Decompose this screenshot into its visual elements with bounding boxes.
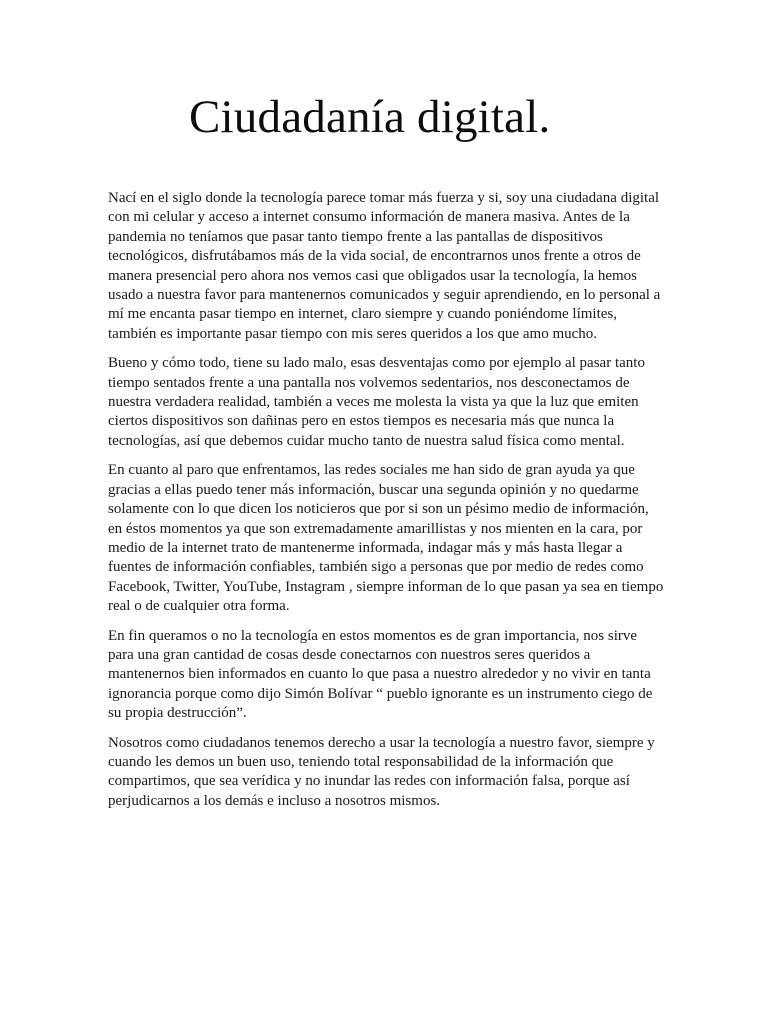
document-body xyxy=(108,189,666,821)
paragraph-3: En cuanto al paro que enfrentamos, las redes sociales me han sido de gran ayuda ya que gracias a ellas puedo tener más información, buscar una segunda opinión y no quedarme solamente con lo que dicen los noticieros que por si son un pésimo medio de información, en éstos momentos ya que son extremadamente amarillistas y nos mienten en la cara, por medio de la internet trato de mantenerme informada, indagar más y más hasta llegar a fuentes de información confiables, también sigo a personas que por medio de redes como Facebook, Twitter, YouTube, Instagram , siempre informan de lo que pasan ya sea en tiempo real o de cualquier otra forma. xyxy=(108,462,664,615)
paragraph-2: Bueno y cómo todo, tiene su lado malo, esas desventajas como por ejemplo al pasar tanto tiempo sentados frente a una pantalla nos volvemos sedentarios, nos desconectamos de nuestra verdadera realidad, también a veces me molesta la vista ya que la luz que emiten ciertos dispositivos son dañinas pero en estos tiempos es necesaria más que nunca la tecnologías, así que debemos cuidar mucho tanto de nuestra salud física como mental. xyxy=(108,355,645,449)
paragraph-1: Nací en el siglo donde la tecnología parece tomar más fuerza y si, soy una ciudadana digital con mi celular y acceso a internet consumo información de manera masiva. Antes de la pandemia no teníamos que pasar tanto tiempo frente a las pantallas de dispositivos tecnológicos, disfrutábamos más de la vida social, de encontrarnos unos frente a otros de manera presencial pero ahora nos vemos casi que obligados usar la tecnología, la hemos usado a nuestra favor para mantenernos comunicados y seguir aprendiendo, en lo personal a mí me encanta pasar tiempo en internet, claro siempre y cuando poniéndome límites, también es importante pasar tiempo con mis seres queridos a los que amo mucho. xyxy=(108,190,661,342)
paragraph-5: Nosotros como ciudadanos tenemos derecho a usar la tecnología a nuestro favor, siempre y cuando les demos un buen uso, teniendo total responsabilidad de la información que compartimos, que sea verídica y no inundar las redes con información falsa, porque así perjudicarnos a los demás e incluso a nosotros mismos. xyxy=(108,734,655,809)
document-title: Ciudadanía digital. xyxy=(189,91,551,143)
paragraph-4: En fin queramos o no la tecnología en estos momentos es de gran importancia, nos sirve para una gran cantidad de cosas desde conectarnos con nuestros seres queridos a mantenernos bien informados en cuanto lo que pasa a nuestro alrededor y no vivir en tanta ignorancia porque como dijo Simón Bolívar “ pueblo ignorante es un instrumento ciego de su propia destrucción”. xyxy=(108,627,653,722)
